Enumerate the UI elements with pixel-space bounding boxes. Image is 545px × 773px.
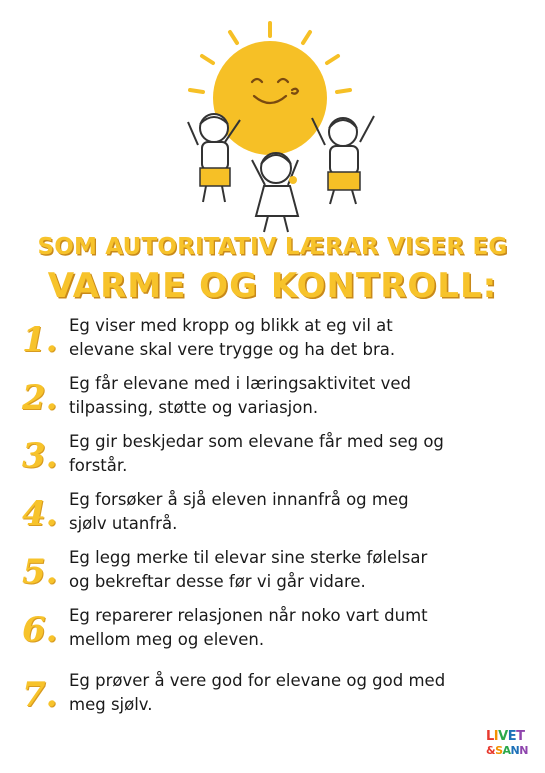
item-number: 6. bbox=[22, 610, 58, 650]
item-text: Eg forsøker å sjå eleven innanfrå og meg sjølv utanfrå. bbox=[69, 490, 409, 533]
item-number: 5. bbox=[22, 552, 58, 592]
list-item bbox=[22, 604, 532, 654]
item-text: Eg får elevane med i læringsaktivitet ved tilpassing, støtte og variasjon. bbox=[69, 374, 411, 417]
title-line-1: SOM AUTORITATIV LÆRAR VISER EG bbox=[37, 234, 508, 260]
item-text: Eg reparerer relasjonen når noko vart dumt mellom meg og eleven. bbox=[69, 606, 428, 649]
item-text: Eg prøver å vere god for elevane og god med meg sjølv. bbox=[69, 671, 446, 714]
logo-line-1: LIVET bbox=[486, 729, 525, 744]
sun-icon bbox=[213, 41, 327, 155]
list-item bbox=[22, 430, 532, 480]
item-number: 1. bbox=[22, 320, 58, 360]
title-line-2: VARME OG KONTROLL: bbox=[47, 266, 498, 306]
child-middle-icon bbox=[252, 153, 298, 232]
item-number: 4. bbox=[22, 494, 58, 534]
list-item bbox=[22, 314, 532, 364]
item-text: Eg legg merke til elevar sine sterke følelsar og bekreftar desse før vi går vidare. bbox=[69, 548, 428, 591]
item-number: 3. bbox=[22, 436, 58, 476]
list-item bbox=[22, 546, 532, 596]
child-right-icon bbox=[312, 116, 374, 204]
list-item bbox=[22, 488, 532, 538]
item-number: 2. bbox=[22, 378, 58, 418]
list-item bbox=[22, 669, 532, 719]
list-item bbox=[22, 372, 532, 422]
livet-og-sann-logo bbox=[486, 730, 532, 764]
sun-and-children-illustration bbox=[170, 20, 380, 235]
logo-line-2: &SANN bbox=[486, 744, 528, 757]
item-text: Eg gir beskjedar som elevane får med seg og forstår. bbox=[69, 432, 444, 475]
item-text: Eg viser med kropp og blikk at eg vil at elevane skal vere trygge og ha det bra. bbox=[69, 316, 396, 359]
item-number: 7. bbox=[22, 675, 58, 715]
